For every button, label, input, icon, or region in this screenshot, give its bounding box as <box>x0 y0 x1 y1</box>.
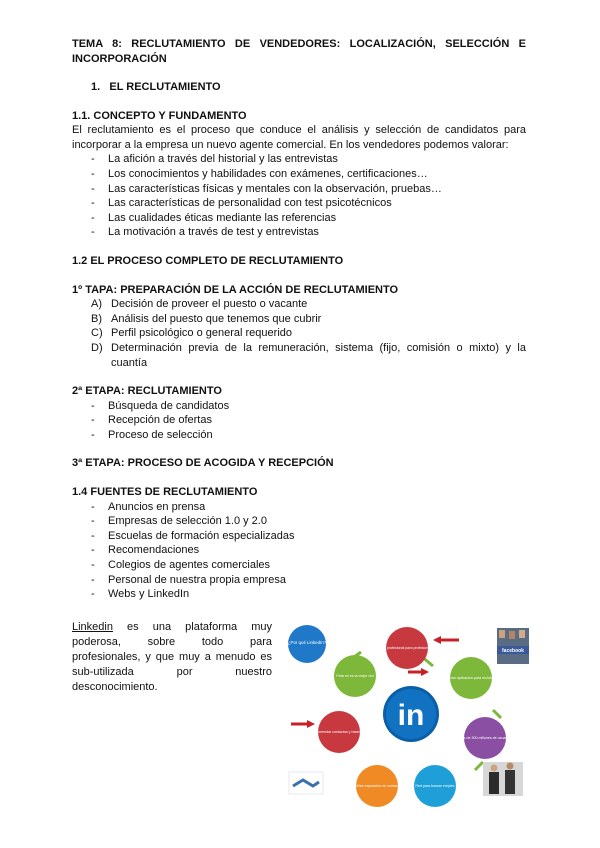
list-item: - Empresas de selección 1.0 y 2.0 <box>72 514 526 529</box>
item-text: Determinación previa de la remuneración, sistema (fijo, comisión o mixto) y la cuantía <box>111 341 526 369</box>
linkedin-link[interactable]: Linkedin <box>72 621 113 633</box>
list-item: - Las características de personalidad con test psicotécnicos <box>72 196 526 211</box>
people-photo-icon <box>519 630 525 638</box>
node-label: Red profesional para profesionales <box>379 646 435 650</box>
people-photo-icon <box>499 630 505 638</box>
item-text: Análisis del puesto que tenemos que cubrir <box>111 312 322 325</box>
item-marker: D) <box>91 341 103 354</box>
page-title: TEMA 8: RECLUTAMIENTO DE VENDEDORES: LOCALIZACIÓN, SELECCIÓN E INCORPORACIÓN <box>72 38 526 65</box>
list-item: - Los conocimientos y habilidades con exámenes, certificaciones… <box>72 167 526 182</box>
diagram-svg <box>283 622 529 809</box>
facebook-label: facebook <box>502 648 524 654</box>
node-label: Más de 300 millones de usuarios <box>458 736 512 740</box>
item-marker: B) <box>91 312 102 325</box>
list-item: - Búsqueda de candidatos <box>72 399 526 414</box>
sources-heading: 1.4 FUENTES DE RECLUTAMIENTO <box>72 486 258 499</box>
list-item: - Proceso de selección <box>72 428 526 443</box>
stage2-heading: 2ª ETAPA: RECLUTAMIENTO <box>72 385 222 398</box>
section-title: EL RECLUTAMIENTO <box>109 81 221 93</box>
sources-list <box>72 500 526 602</box>
businessmen-photo-icon <box>491 765 498 772</box>
businessmen-photo-icon <box>505 770 515 794</box>
businessmen-photo-icon <box>507 763 514 770</box>
list-item: - La motivación a través de test y entrevistas <box>72 225 526 240</box>
list-item <box>72 341 526 370</box>
list-item <box>72 326 526 341</box>
item-text: Perfil psicológico o general requerido <box>111 327 292 340</box>
list-item: - Las cualidades éticas mediante las referencias <box>72 211 526 226</box>
concept-heading: 1.1. CONCEPTO Y FUNDAMENTO <box>72 109 247 122</box>
question-label: ¿Por qué LinkedIn? <box>287 640 327 645</box>
node-label: Perfiles expuestos en contactos <box>351 784 403 788</box>
section-heading-reclutamiento <box>72 80 526 95</box>
list-item: - Personal de nuestra propia empresa <box>72 573 526 588</box>
concept-paragraph: El reclutamiento es el proceso que conduce el análisis y selección de candidatos para incorporar a la empresa un nuevo agente comercial. En los vendedores podemos valorar: <box>72 124 526 151</box>
list-item: - La afición a través del historial y las entrevistas <box>72 152 526 167</box>
list-item: - Colegios de agentes comerciales <box>72 558 526 573</box>
list-item <box>72 312 526 327</box>
node-label: Para mí es la mejor red <box>336 674 374 678</box>
list-item: - Recepción de ofertas <box>72 413 526 428</box>
list-item: - Webs y LinkedIn <box>72 587 526 602</box>
list-item: - Recomendaciones <box>72 543 526 558</box>
stage1-heading: 1º TAPA: PREPARACIÓN DE LA ACCIÓN DE RECLUTAMIENTO <box>72 283 399 296</box>
node-label: Permite recomendar contactos y hacer referencias <box>298 730 380 734</box>
section-number: 1. <box>91 81 101 93</box>
linkedin-logo-icon: in <box>397 699 425 732</box>
list-item <box>72 297 526 312</box>
people-photo-icon <box>509 631 515 639</box>
list-item: - Anuncios en prensa <box>72 500 526 515</box>
process-heading: 1.2 EL PROCESO COMPLETO DE RECLUTAMIENTO <box>72 254 344 267</box>
item-text: Decisión de proveer el puesto o vacante <box>111 298 308 311</box>
stage3-heading: 3ª ETAPA: PROCESO DE ACOGIDA Y RECEPCIÓN <box>72 457 334 470</box>
list-item: - Las características físicas y mentales con la observación, pruebas… <box>72 182 526 197</box>
item-marker: A) <box>91 298 102 311</box>
businessmen-photo-icon <box>489 772 499 794</box>
list-item: - Escuelas de formación especializadas <box>72 529 526 544</box>
linkedin-paragraph <box>72 620 272 695</box>
concept-list <box>72 152 526 240</box>
document-page <box>72 37 526 602</box>
stage2-list <box>72 399 526 443</box>
node-label: Red para buscar empleo <box>415 784 455 788</box>
stage1-list <box>72 297 526 370</box>
item-marker: C) <box>91 327 103 340</box>
linkedin-diagram <box>283 622 529 809</box>
node-label: Gran aplicación para reclutar <box>447 676 495 680</box>
linkedin-description: es una plataforma muy poderosa, sobre todo para profesionales, y que muy a menudo es sub-utilizada por nuestro desconocimiento. <box>72 621 272 693</box>
